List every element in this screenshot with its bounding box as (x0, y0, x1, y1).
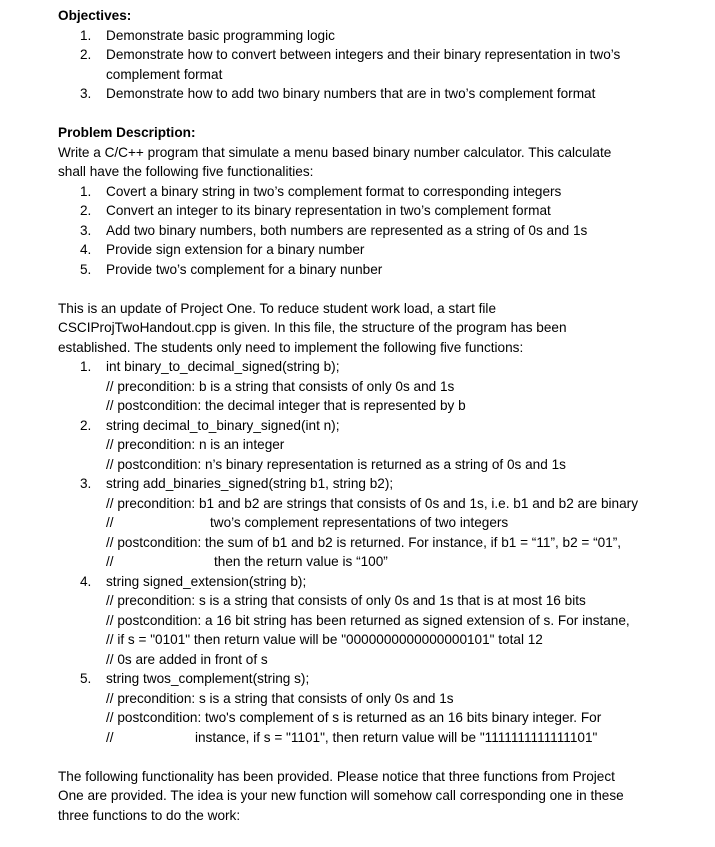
postcondition-comment: // postcondition: two's complement of s is returned as an 16 bits binary integer. For (106, 710, 602, 725)
comment-slashes: // (106, 554, 114, 569)
functionality-item (58, 240, 706, 260)
functionality-text: Provide sign extension for a binary number (106, 242, 365, 257)
postcondition-comment: // 0s are added in front of s (106, 651, 268, 667)
list-number: 1. (80, 359, 92, 374)
list-number: 5. (80, 261, 92, 277)
paragraph-line: This is an update of Project One. To reduce student work load, a start file (58, 300, 497, 316)
function-signature: string twos_complement(string s); (106, 671, 310, 686)
postcondition-comment: // postcondition: the decimal integer that is represented by b (106, 398, 466, 413)
problem-intro (58, 143, 706, 182)
update-intro (58, 299, 706, 358)
list-number: 2. (80, 203, 92, 218)
postcondition-continuation (106, 552, 706, 572)
precondition-comment: // precondition: b1 and b2 are strings that consists of 0s and 1s, i.e. b1 and b2 are binary (106, 495, 638, 511)
precondition-comment: // precondition: n is an integer (106, 437, 285, 452)
precondition-continuation (106, 513, 706, 533)
objectives-list (58, 26, 706, 104)
paragraph-line: Write a C/C++ program that simulate a menu based binary number calculator. This calculate (58, 144, 612, 160)
precondition-comment: // precondition: b is a string that consists of only 0s and 1s (106, 378, 455, 394)
comment-slashes: // (106, 515, 114, 530)
objective-item (58, 26, 706, 46)
function-item (58, 669, 706, 747)
list-number: 1. (80, 183, 92, 199)
precondition-comment: // precondition: s is a string that consists of only 0s and 1s that is at most 16 bits (106, 593, 586, 608)
postcondition-comment: // postcondition: the sum of b1 and b2 is returned. For instance, if b1 = “11”, b2 = “01”, (106, 534, 622, 550)
function-signature: string signed_extension(string b); (106, 573, 307, 589)
function-signature: string add_binaries_signed(string b1, string b2); (106, 476, 394, 491)
document-body (58, 6, 706, 825)
function-signature: int binary_to_decimal_signed(string b); (106, 359, 340, 374)
list-number: 2. (80, 417, 92, 433)
list-number: 4. (80, 242, 92, 257)
list-number: 3. (80, 222, 92, 238)
comment-text: then the return value is “100” (214, 554, 388, 569)
functions-list (58, 357, 706, 747)
function-item (58, 357, 706, 416)
postcondition-continuation (106, 728, 706, 748)
functionality-text: Provide two’s complement for a binary nunber (106, 261, 383, 277)
list-number: 3. (80, 476, 92, 491)
comment-text: two’s complement representations of two integers (210, 515, 509, 530)
objective-text: Demonstrate how to convert between integers and their binary representation in two’s (106, 47, 621, 62)
postcondition-comment: // if s = "0101" then return value will be "0000000000000000101" total 12 (106, 632, 543, 647)
functionality-item (58, 221, 706, 241)
list-number: 5. (80, 671, 92, 686)
function-item (58, 416, 706, 475)
list-number: 3. (80, 86, 92, 101)
functionality-text: Convert an integer to its binary representation in two’s complement format (106, 203, 551, 218)
paragraph-line: CSCIProjTwoHandout.cpp is given. In this file, the structure of the program has been (58, 320, 567, 335)
postcondition-comment: // postcondition: a 16 bit string has been returned as signed extension of s. For instane, (106, 612, 630, 628)
postcondition-comment: // postcondition: n’s binary representation is returned as a string of 0s and 1s (106, 456, 566, 472)
paragraph-line: shall have the following five functionalities: (58, 164, 314, 179)
function-signature: string decimal_to_binary_signed(int n); (106, 417, 340, 433)
provided-paragraph (58, 767, 706, 826)
functionality-item (58, 201, 706, 221)
precondition-comment: // precondition: s is a string that consists of only 0s and 1s (106, 690, 454, 706)
functionality-item (58, 182, 706, 202)
problem-heading: Problem Description: (58, 125, 196, 140)
functionalities-list (58, 182, 706, 280)
functionality-item (58, 260, 706, 280)
list-number: 4. (80, 573, 92, 589)
functionality-text: Add two binary numbers, both numbers are represented as a string of 0s and 1s (106, 222, 588, 238)
functionality-text: Covert a binary string in two’s complement format to corresponding integers (106, 183, 562, 199)
objective-text: complement format (106, 66, 223, 82)
comment-text: instance, if s = "1101", then return value will be "1111111111111101" (195, 729, 598, 745)
paragraph-line: The following functionality has been provided. Please notice that three functions from Project (58, 768, 615, 784)
paragraph-line: One are provided. The idea is your new function will somehow call corresponding one in these (58, 788, 624, 803)
function-item (58, 474, 706, 572)
objective-text: Demonstrate how to add two binary numbers that are in two’s complement format (106, 86, 596, 101)
paragraph-line: established. The students only need to implement the following five functions: (58, 339, 524, 355)
function-item (58, 572, 706, 670)
list-number: 2. (80, 47, 92, 62)
objective-text: Demonstrate basic programming logic (106, 27, 335, 43)
objective-item (58, 84, 706, 104)
objective-item (58, 45, 706, 84)
list-number: 1. (80, 27, 92, 43)
paragraph-line: three functions to do the work: (58, 807, 241, 823)
objectives-heading: Objectives: (58, 8, 132, 23)
comment-slashes: // (106, 729, 114, 745)
